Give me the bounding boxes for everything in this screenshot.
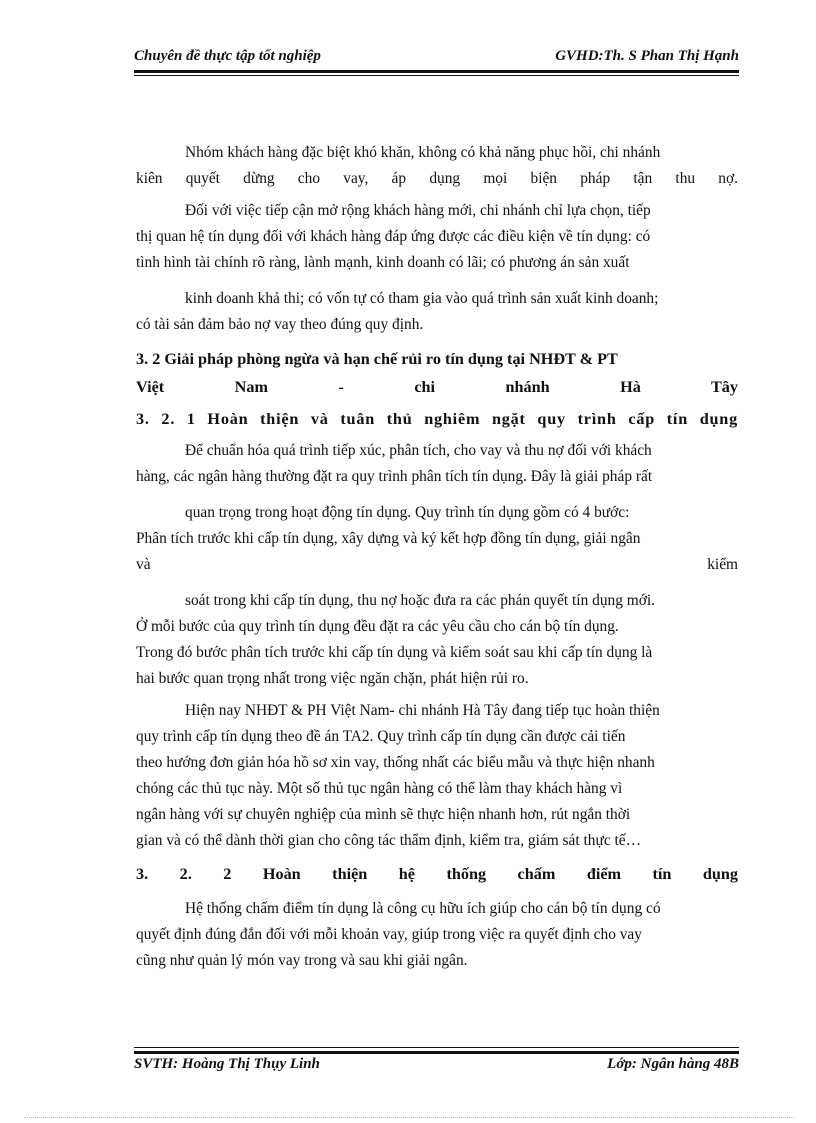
header-right: GVHD:Th. S Phan Thị Hạnh [555,48,739,64]
paragraph-line: quy trình cấp tín dụng theo đề án TA2. Quy trình cấp tín dụng cần được cải tiến [136,728,626,745]
footer-rule [134,1051,739,1054]
paragraph-line: soát trong khi cấp tín dụng, thu nợ hoặc đưa ra các phán quyết tín dụng mới. [185,592,655,609]
footer-right: Lớp: Ngân hàng 48B [607,1056,739,1072]
header-left: Chuyên đề thực tập tốt nghiệp [134,48,321,64]
paragraph-line: Ở mỗi bước của quy trình tín dụng đều đặt ra các yêu cầu cho cán bộ tín dụng. [136,618,619,635]
paragraph-line: Hệ thống chấm điểm tín dụng là công cụ hữu ích giúp cho cán bộ tín dụng có [185,900,661,917]
paragraph-line: có tài sản đảm bảo nợ vay theo đúng quy định. [136,316,424,333]
paragraph-line: kiên quyết dừng cho vay, áp dụng mọi biện pháp tận thu nợ. [136,170,738,187]
paragraph-line: tình hình tài chính rõ ràng, lành mạnh, kinh doanh có lãi; có phương án sản xuất [136,254,630,271]
header-rule-thin [134,75,739,76]
footer-rule-thin [134,1047,739,1048]
paragraph-line: Để chuẩn hóa quá trình tiếp xúc, phân tích, cho vay và thu nợ đối với khách [185,442,652,459]
section-heading: 3. 2 Giải pháp phòng ngừa và hạn chế rủi ro tín dụng tại NHĐT & PT [136,350,618,368]
paragraph-line: thị quan hệ tín dụng đối với khách hàng đáp ứng được các điều kiện về tín dụng: có [136,228,651,245]
section-heading-cont: Việt Nam - chi nhánh Hà Tây [136,378,738,396]
paragraph-line: Hiện nay NHĐT & PH Việt Nam- chi nhánh Hà Tây đang tiếp tục hoàn thiện [185,702,660,719]
paragraph-line: cũng như quản lý món vay trong và sau khi giải ngân. [136,952,468,969]
subsection-heading: 3. 2. 2 Hoàn thiện hệ thống chấm điểm tín dụng [136,865,738,883]
paragraph-line: theo hướng đơn giản hóa hồ sơ xin vay, thống nhất các biểu mẫu và thực hiện nhanh [136,754,655,771]
paragraph-line: hàng, các ngân hàng thường đặt ra quy trình phân tích tín dụng. Đây là giải pháp rất [136,468,653,485]
page-edge-dotted-line [24,1117,794,1118]
paragraph-line: quan trọng trong hoạt động tín dụng. Quy trình tín dụng gồm có 4 bước: [185,504,630,521]
paragraph-line: kinh doanh khả thi; có vốn tự có tham gia vào quá trình sản xuất kinh doanh; [185,290,659,307]
paragraph-line: hai bước quan trọng nhất trong việc ngăn chặn, phát hiện rủi ro. [136,670,529,687]
paragraph-line: chóng các thủ tục này. Một số thủ tục ngân hàng có thể làm thay khách hàng vì [136,780,623,797]
page-footer [134,1056,739,1073]
paragraph-line: ngân hàng với sự chuyên nghiệp của mình sẽ thực hiện nhanh hơn, rút ngắn thời [136,806,631,823]
paragraph-line: Phân tích trước khi cấp tín dụng, xây dựng và ký kết hợp đồng tín dụng, giải ngân [136,530,641,547]
paragraph-line: Đối với việc tiếp cận mở rộng khách hàng mới, chi nhánh chỉ lựa chọn, tiếp [185,202,651,219]
paragraph-line: Trong đó bước phân tích trước khi cấp tín dụng và kiểm soát sau khi cấp tín dụng là [136,644,653,661]
footer-left: SVTH: Hoàng Thị Thụy Linh [134,1056,320,1072]
paragraph-line: gian và có thể dành thời gian cho công tác thẩm định, kiểm tra, giám sát thực tế… [136,832,641,849]
paragraph-line: Nhóm khách hàng đặc biệt khó khăn, không có khả năng phục hồi, chi nhánh [185,144,661,161]
header-rule [134,70,739,73]
subsection-heading: 3. 2. 1 Hoàn thiện và tuân thủ nghiêm ngặt quy trình cấp tín dụng [136,410,738,428]
page-header [134,48,739,65]
paragraph-line: quyết định đúng đắn đối với mỗi khoản vay, giúp trong việc ra quyết định cho vay [136,926,642,943]
paragraph-line: và kiểm [136,556,738,573]
